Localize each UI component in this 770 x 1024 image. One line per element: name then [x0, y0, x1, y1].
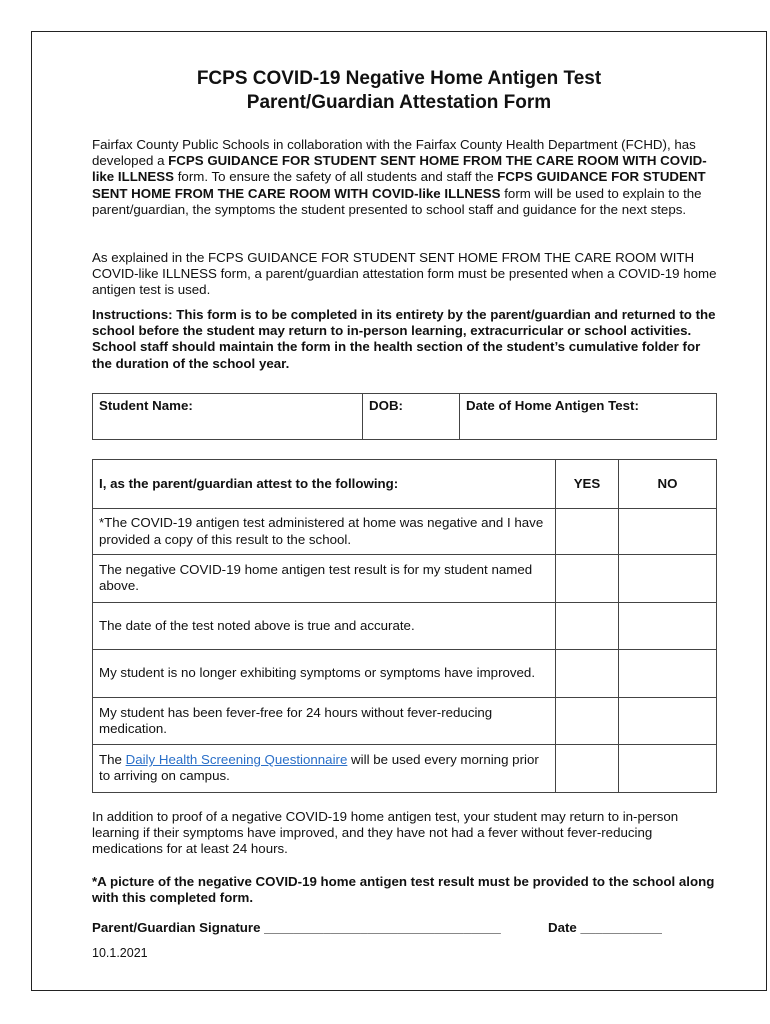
- no-checkbox-cell[interactable]: [619, 555, 717, 603]
- addition-paragraph: In addition to proof of a negative COVID-19 home antigen test, your student may return to in-person learning if their symptoms have improved, and they have not had a fever without fever-reducing medications for at least 24 hours.: [92, 809, 679, 857]
- student-name-field[interactable]: Student Name:: [93, 394, 363, 440]
- yes-checkbox-cell[interactable]: [556, 650, 619, 698]
- table-row: [93, 650, 717, 698]
- attestation-table: [92, 459, 717, 793]
- yes-checkbox-cell[interactable]: [556, 697, 619, 745]
- yes-checkbox-cell[interactable]: [556, 555, 619, 603]
- table-row: [93, 745, 717, 793]
- form-title: FCPS COVID-19 Negative Home Antigen Test: [196, 68, 602, 89]
- yes-column-header: YES: [556, 460, 619, 509]
- form-page: [31, 31, 767, 991]
- signature-label[interactable]: Parent/Guardian Signature ________________________________: [92, 920, 501, 935]
- no-checkbox-cell[interactable]: [619, 697, 717, 745]
- intro-paragraph: Fairfax County Public Schools in collaboration with the Fairfax County Health Department (FCHD), has developed a FCPS GUIDANCE FOR STUDENT SENT HOME FROM THE CARE ROOM WITH COVID-like ILLNESS form. To ensure the safety of all students and staff the FCPS GUIDANCE FOR STUDENT SENT HOME FROM THE CARE ROOM WITH COVID-like ILLNESS form will be used to explain to the parent/guardian, the symptoms the student presented to school staff and guidance for the next steps.: [92, 137, 707, 217]
- student-info-table: [92, 393, 717, 440]
- no-checkbox-cell[interactable]: [619, 602, 717, 650]
- yes-checkbox-cell[interactable]: [556, 509, 619, 555]
- test-date-field[interactable]: Date of Home Antigen Test:: [460, 394, 717, 440]
- no-checkbox-cell[interactable]: [619, 509, 717, 555]
- table-row: [93, 602, 717, 650]
- attestation-statement: *The COVID-19 antigen test administered at home was negative and I have provided a copy of this result to the school.: [93, 509, 556, 555]
- explained-paragraph: As explained in the FCPS GUIDANCE FOR STUDENT SENT HOME FROM THE CARE ROOM WITH COVID-like ILLNESS form, a parent/guardian attestation form must be presented when a COVID-19 home antigen test is used.: [92, 250, 717, 298]
- table-row: [93, 555, 717, 603]
- attestation-statement: My student has been fever-free for 24 hours without fever-reducing medication.: [93, 697, 556, 745]
- signature-line[interactable]: [92, 920, 712, 935]
- daily-health-screening-link[interactable]: Daily Health Screening Questionnaire: [125, 752, 348, 768]
- instructions-paragraph: Instructions: This form is to be completed in its entirety by the parent/guardian and returned to the school before the student may return to in-person learning, extracurricular or school activities. School staff should maintain the form in the health section of the student’s cumulative folder for the duration of the school year.: [92, 307, 716, 371]
- table-row: [93, 697, 717, 745]
- dob-field[interactable]: DOB:: [363, 394, 460, 440]
- yes-checkbox-cell[interactable]: [556, 602, 619, 650]
- attestation-statement: The Daily Health Screening Questionnaire will be used every morning prior to arriving on campus.: [93, 745, 556, 793]
- attestation-header-row: [93, 460, 717, 509]
- picture-note: *A picture of the negative COVID-19 home antigen test result must be provided to the school along with this completed form.: [92, 874, 715, 906]
- no-checkbox-cell[interactable]: [619, 745, 717, 793]
- no-column-header: NO: [619, 460, 717, 509]
- attestation-statement: My student is no longer exhibiting symptoms or symptoms have improved.: [93, 650, 556, 698]
- yes-checkbox-cell[interactable]: [556, 745, 619, 793]
- table-row: [93, 509, 717, 555]
- no-checkbox-cell[interactable]: [619, 650, 717, 698]
- form-subtitle: Parent/Guardian Attestation Form: [246, 92, 552, 113]
- attestation-statement: The negative COVID-19 home antigen test result is for my student named above.: [93, 555, 556, 603]
- version-date: 10.1.2021: [92, 946, 148, 960]
- attestation-statement: The date of the test noted above is true and accurate.: [93, 602, 556, 650]
- attestation-header: I, as the parent/guardian attest to the following:: [93, 460, 556, 509]
- signature-date[interactable]: Date ___________: [548, 920, 662, 935]
